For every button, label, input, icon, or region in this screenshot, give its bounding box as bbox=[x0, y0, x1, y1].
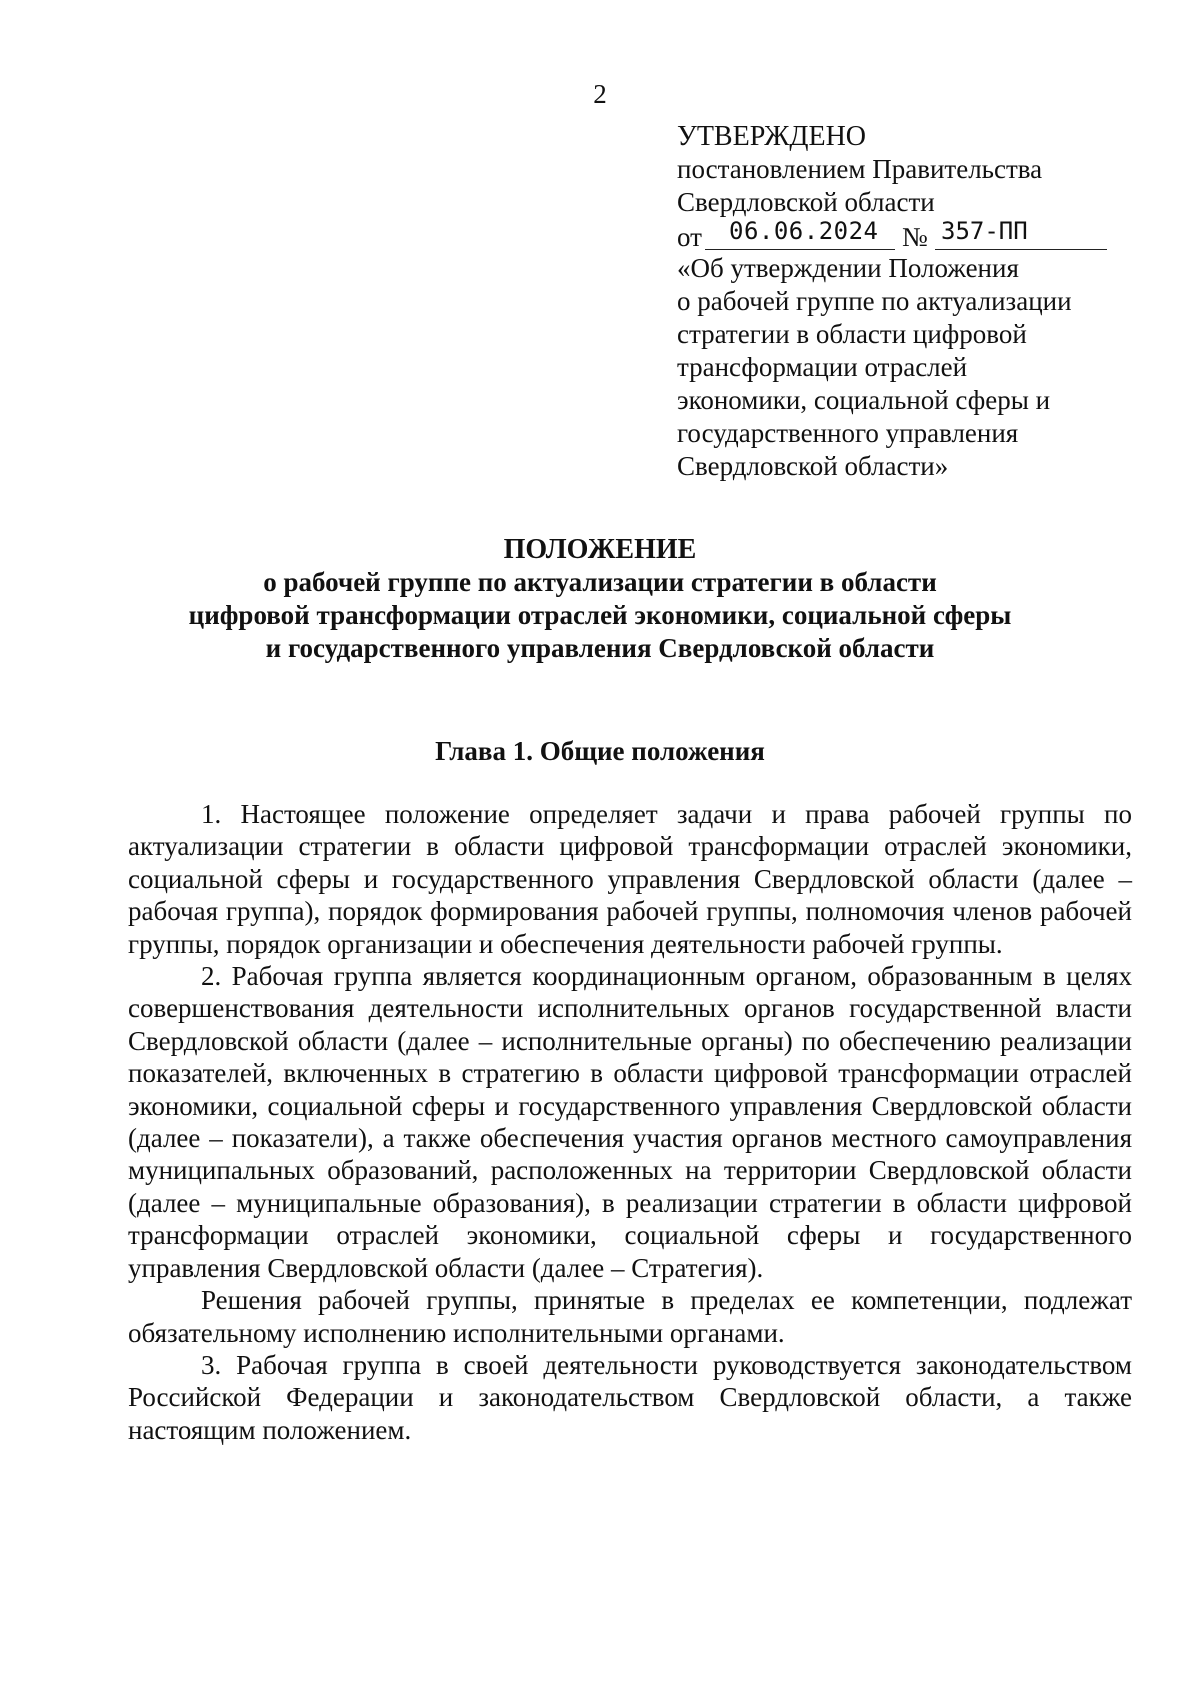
page-number: 2 bbox=[593, 79, 607, 109]
document-body bbox=[128, 798, 1132, 1446]
approval-stamp-block bbox=[677, 120, 1137, 483]
document-subtitle-line-1: о рабочей группе по актуализации стратегии в области bbox=[263, 567, 937, 597]
approval-line-1: постановлением Правительства bbox=[677, 154, 1043, 184]
approval-line-2: Свердловской области bbox=[677, 187, 935, 217]
document-subtitle-line-3: и государственного управления Свердловской области bbox=[265, 633, 935, 663]
subject-line-6: государственного управления bbox=[677, 418, 1019, 448]
document-title-block bbox=[0, 533, 1200, 665]
document-title: ПОЛОЖЕНИЕ bbox=[503, 534, 697, 565]
subject-line-4: трансформации отраслей bbox=[677, 352, 968, 382]
subject-line-3: стратегии в области цифровой bbox=[677, 319, 1027, 349]
date-value: 06.06.2024 bbox=[729, 217, 879, 245]
subject-line-5: экономики, социальной сферы и bbox=[677, 385, 1051, 415]
number-prefix: № bbox=[902, 222, 928, 252]
number-field bbox=[935, 219, 1107, 250]
paragraph-2-continuation: Решения рабочей группы, принятые в пределах ее компетенции, подлежат обязательному исполнению исполнительными органами. bbox=[128, 1285, 1132, 1348]
paragraph-1: 1. Настоящее положение определяет задачи и права рабочей группы по актуализации стратегии в области цифровой трансформации отраслей экономики, социальной сферы и государственного управления Свердловской области (далее – рабочая группа), порядок формирования рабочей группы, полномочия членов рабочей группы, порядок организации и обеспечения деятельности рабочей группы. bbox=[128, 799, 1132, 959]
subject-line-1: «Об утверждении Положения bbox=[677, 253, 1019, 283]
document-subtitle-line-2: цифровой трансформации отраслей экономики, социальной сферы bbox=[188, 600, 1012, 630]
subject-line-7: Свердловской области» bbox=[677, 451, 949, 481]
paragraph-2: 2. Рабочая группа является координационным органом, образованным в целях совершенствования деятельности исполнительных органов государственной власти Свердловской области (далее – исполнительные органы) по обеспечению реализации показателей, включенных в стратегию в области цифровой трансформации отраслей экономики, социальной сферы и государственного управления Свердловской области (далее – показатели), а также обеспечения участия органов местного самоуправления муниципальных образований, расположенных на территории Свердловской области (далее – муниципальные образования), в реализации стратегии в области цифровой трансформации отраслей экономики, социальной сферы и государственного управления Свердловской области (далее – Стратегия). bbox=[128, 961, 1132, 1283]
date-prefix: от bbox=[677, 222, 702, 252]
number-value: 357-ПП bbox=[941, 217, 1028, 245]
approval-heading: УТВЕРЖДЕНО bbox=[677, 121, 867, 152]
date-number-line bbox=[677, 219, 1137, 252]
subject-line-2: о рабочей группе по актуализации bbox=[677, 286, 1072, 316]
chapter-title: Глава 1. Общие положения bbox=[435, 736, 765, 766]
date-field bbox=[705, 219, 895, 250]
paragraph-3: 3. Рабочая группа в своей деятельности руководствуется законодательством Российской Федерации и законодательством Свердловской области, а также настоящим положением. bbox=[128, 1349, 1132, 1445]
